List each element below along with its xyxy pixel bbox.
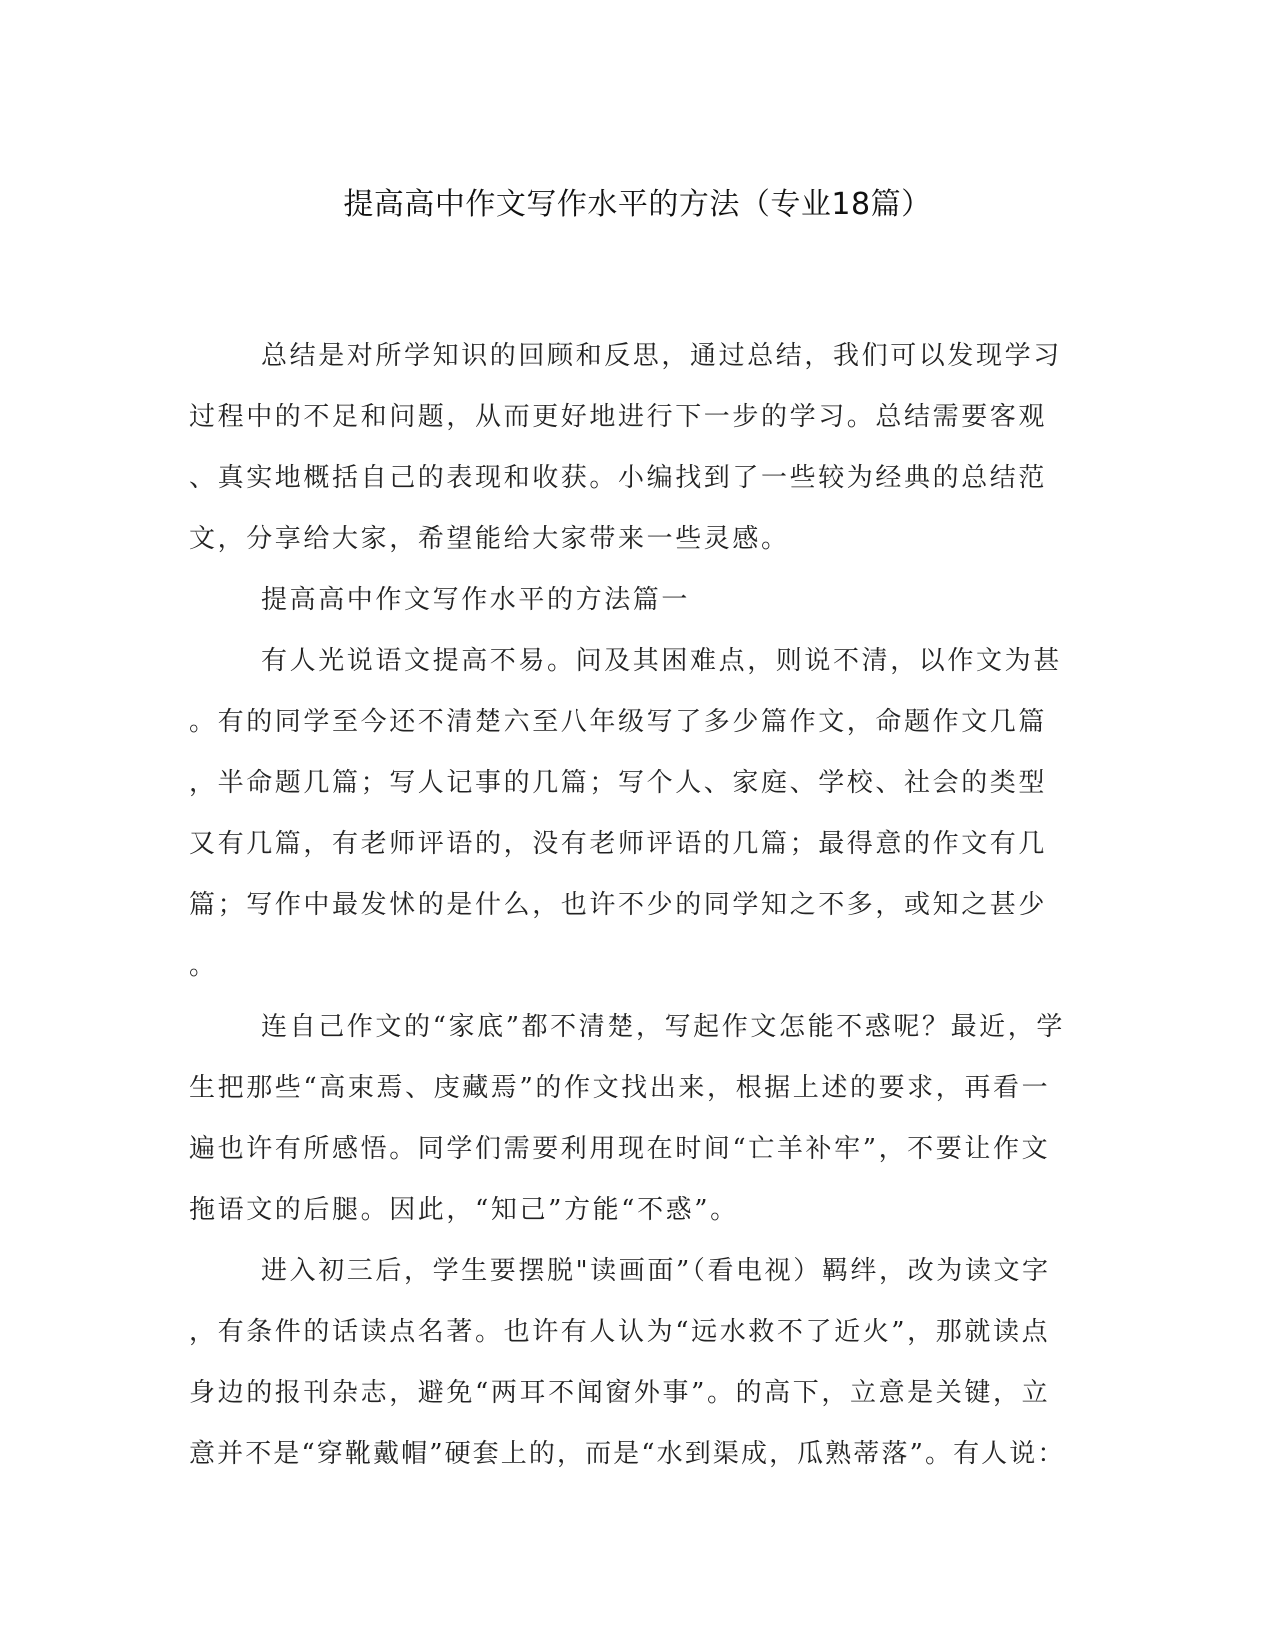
text-line: 身边的报刊杂志，避免“两耳不闻窗外事”。的高下，立意是关键，立 <box>189 1378 1051 1408</box>
text-line: 进入初三后，学生要摆脱"读画面”（看电视）羁绊，改为读文字 <box>261 1256 1051 1286</box>
text-line: 。有的同学至今还不清楚六至八年级写了多少篇作文，命题作文几篇 <box>189 707 1048 737</box>
text-line: 生把那些“高束焉、庋藏焉”的作文找出来，根据上述的要求，再看一 <box>189 1073 1051 1103</box>
text-line: 。 <box>189 951 218 981</box>
text-line: 文，分享给大家，希望能给大家带来一些灵感。 <box>189 524 790 554</box>
text-line: 过程中的不足和问题，从而更好地进行下一步的学习。总结需要客观 <box>189 402 1048 432</box>
text-line: 连自己作文的“家底”都不清楚，写起作文怎能不惑呢？最近，学 <box>261 1012 1065 1042</box>
text-line: 有人光说语文提高不易。问及其困难点，则说不清，以作文为甚 <box>261 646 1062 676</box>
text-line: ，半命题几篇；写人记事的几篇；写个人、家庭、学校、社会的类型 <box>189 768 1048 798</box>
text-line: 总结是对所学知识的回顾和反思，通过总结，我们可以发现学习 <box>261 341 1062 371</box>
text-line: 提高高中作文写作水平的方法篇一 <box>261 585 691 615</box>
text-line: ，有条件的话读点名著。也许有人认为“远水救不了近火”，那就读点 <box>189 1317 1051 1347</box>
document-title: 提高高中作文写作水平的方法（专业18篇） <box>343 187 932 222</box>
text-line: 拖语文的后腿。因此，“知己”方能“不惑”。 <box>189 1195 739 1225</box>
text-line: 遍也许有所感悟。同学们需要利用现在时间“亡羊补牢”，不要让作文 <box>189 1134 1051 1164</box>
text-line: 篇；写作中最发怵的是什么，也许不少的同学知之不多，或知之甚少 <box>189 890 1048 920</box>
text-line: 又有几篇，有老师评语的，没有老师评语的几篇；最得意的作文有几 <box>189 829 1048 859</box>
document-body <box>189 326 1069 1485</box>
text-line: 、真实地概括自己的表现和收获。小编找到了一些较为经典的总结范 <box>189 463 1048 493</box>
text-line: 意并不是“穿靴戴帽”硬套上的，而是“水到渠成，瓜熟蒂落”。有人说： <box>189 1439 1066 1469</box>
